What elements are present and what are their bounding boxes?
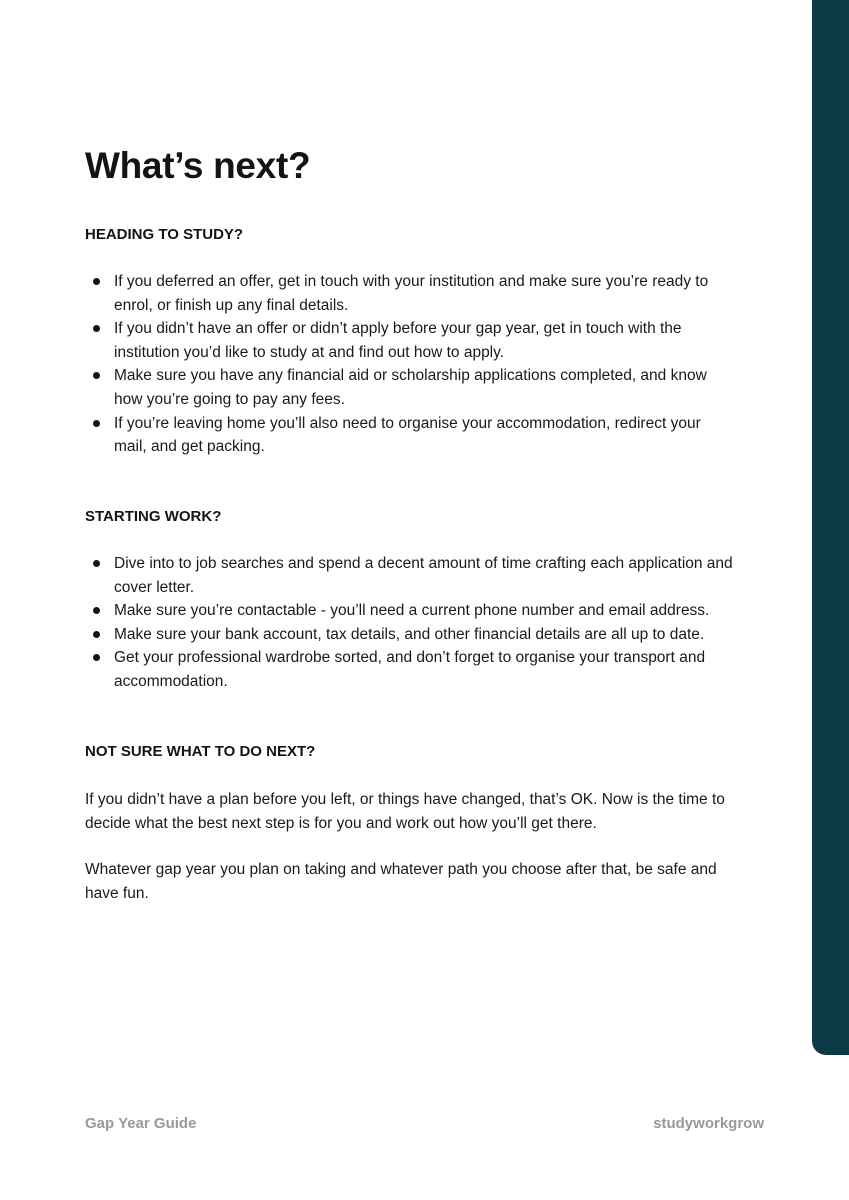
starting-work-title: STARTING WORK? bbox=[85, 508, 222, 525]
not-sure-paragraph: If you didn’t have a plan before you left, or things have changed, that’s OK. Now is the time to decide what the best next step is for you and work out how you’ll get there. bbox=[85, 791, 725, 832]
bullet-icon bbox=[93, 631, 100, 638]
list-item bbox=[85, 412, 735, 459]
list-item-text: Make sure your bank account, tax details, and other financial details are all up to date. bbox=[114, 625, 705, 643]
heading-to-study-title: HEADING TO STUDY? bbox=[85, 226, 244, 243]
closing-paragraph: Whatever gap year you plan on taking and whatever path you choose after that, be safe and have fun. bbox=[85, 861, 717, 902]
work-bullet-list bbox=[85, 552, 735, 694]
study-bullet-list bbox=[85, 270, 735, 459]
footer-guide-title: Gap Year Guide bbox=[85, 1115, 197, 1132]
list-item bbox=[85, 317, 735, 364]
list-item-text: Make sure you have any financial aid or scholarship applications completed, and know how you’re going to pay any fees. bbox=[114, 367, 707, 408]
list-item-text: If you deferred an offer, get in touch with your institution and make sure you’re ready to enrol, or finish up any final details. bbox=[114, 273, 709, 314]
list-item-text: If you didn’t have an offer or didn’t apply before your gap year, get in touch with the institution you’d like to study at and find out how to apply. bbox=[114, 320, 682, 361]
side-accent-bar bbox=[812, 0, 849, 1055]
list-item-text: Make sure you’re contactable - you’ll need a current phone number and email address. bbox=[114, 602, 710, 620]
list-item bbox=[85, 646, 735, 693]
list-item bbox=[85, 552, 735, 599]
bullet-icon bbox=[93, 654, 100, 661]
list-item-text: Get your professional wardrobe sorted, and don’t forget to organise your transport and accommodation. bbox=[114, 649, 706, 690]
bullet-icon bbox=[93, 325, 100, 332]
bullet-icon bbox=[93, 560, 100, 567]
not-sure-title: NOT SURE WHAT TO DO NEXT? bbox=[85, 743, 316, 760]
bullet-icon bbox=[93, 278, 100, 285]
list-item bbox=[85, 623, 735, 647]
list-item-text: Dive into to job searches and spend a decent amount of time crafting each application and cover letter. bbox=[114, 555, 733, 596]
bullet-icon bbox=[93, 607, 100, 614]
list-item bbox=[85, 364, 735, 411]
bullet-icon bbox=[93, 372, 100, 379]
page-title: What’s next? bbox=[85, 145, 311, 186]
list-item bbox=[85, 270, 735, 317]
list-item-text: If you’re leaving home you’ll also need to organise your accommodation, redirect your mail, and get packing. bbox=[114, 414, 701, 456]
bullet-icon bbox=[93, 420, 100, 427]
footer-brand: studyworkgrow bbox=[653, 1115, 764, 1132]
list-item bbox=[85, 599, 735, 623]
